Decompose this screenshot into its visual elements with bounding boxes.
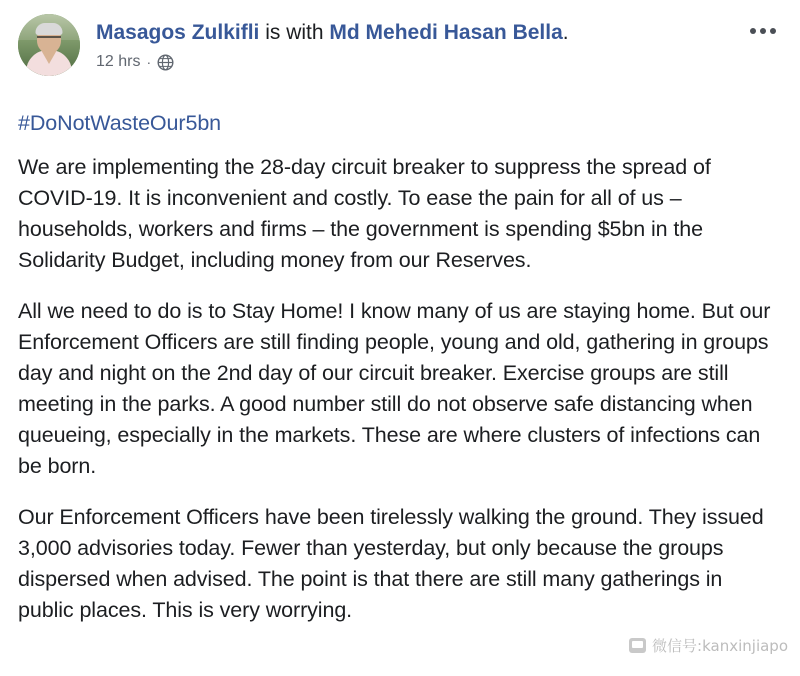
post-paragraph: Our Enforcement Officers have been tirelessly walking the ground. They issued 3,000 advisories today. Fewer than yesterday, but only because the groups dispersed when advised. The point is that there are still many gatherings in public places. This is very worrying. [18,505,764,622]
watermark [629,635,788,656]
wechat-icon [629,638,646,653]
watermark-text: 微信号:kanxinjiapo [652,637,788,655]
tagged-person-link[interactable]: Md Mehedi Hasan Bella [329,21,563,44]
post-header-text [96,14,782,71]
ellipsis-icon[interactable] [746,20,780,42]
post-body [18,108,782,626]
avatar[interactable] [18,14,80,76]
meta-separator: · [146,54,152,70]
ellipsis-dot [760,28,766,34]
byline-period: . [562,21,569,44]
avatar-glasses [37,36,61,44]
hashtag-link[interactable]: #DoNotWasteOur5bn [18,111,222,135]
post-header [18,14,782,86]
ellipsis-dot [750,28,756,34]
avatar-hair [36,23,63,35]
post-paragraph: All we need to do is to Stay Home! I know many of us are staying home. But our Enforcement Officers are still finding people, young and old, gathering in groups day and night on the 2nd day of our circuit breaker. Exercise groups are still meeting in the parks. A good number still do not observe safe distancing when queueing, especially in the markets. These are where clusters of infections can be born. [18,299,771,478]
globe-icon[interactable] [157,54,174,71]
post-meta [96,53,782,71]
byline-with-text: is with [259,21,330,44]
post-paragraph: We are implementing the 28-day circuit breaker to suppress the spread of COVID-19. It is inconvenient and costly. To ease the pain for all of us – households, workers and firms – the government is spending $5bn in the Solidarity Budget, including money from our Reserves. [18,155,711,272]
post-timestamp[interactable]: 12 hrs [96,53,141,70]
author-name-link[interactable]: Masagos Zulkifli [96,21,260,44]
post-byline [96,20,782,46]
ellipsis-dot [770,28,776,34]
